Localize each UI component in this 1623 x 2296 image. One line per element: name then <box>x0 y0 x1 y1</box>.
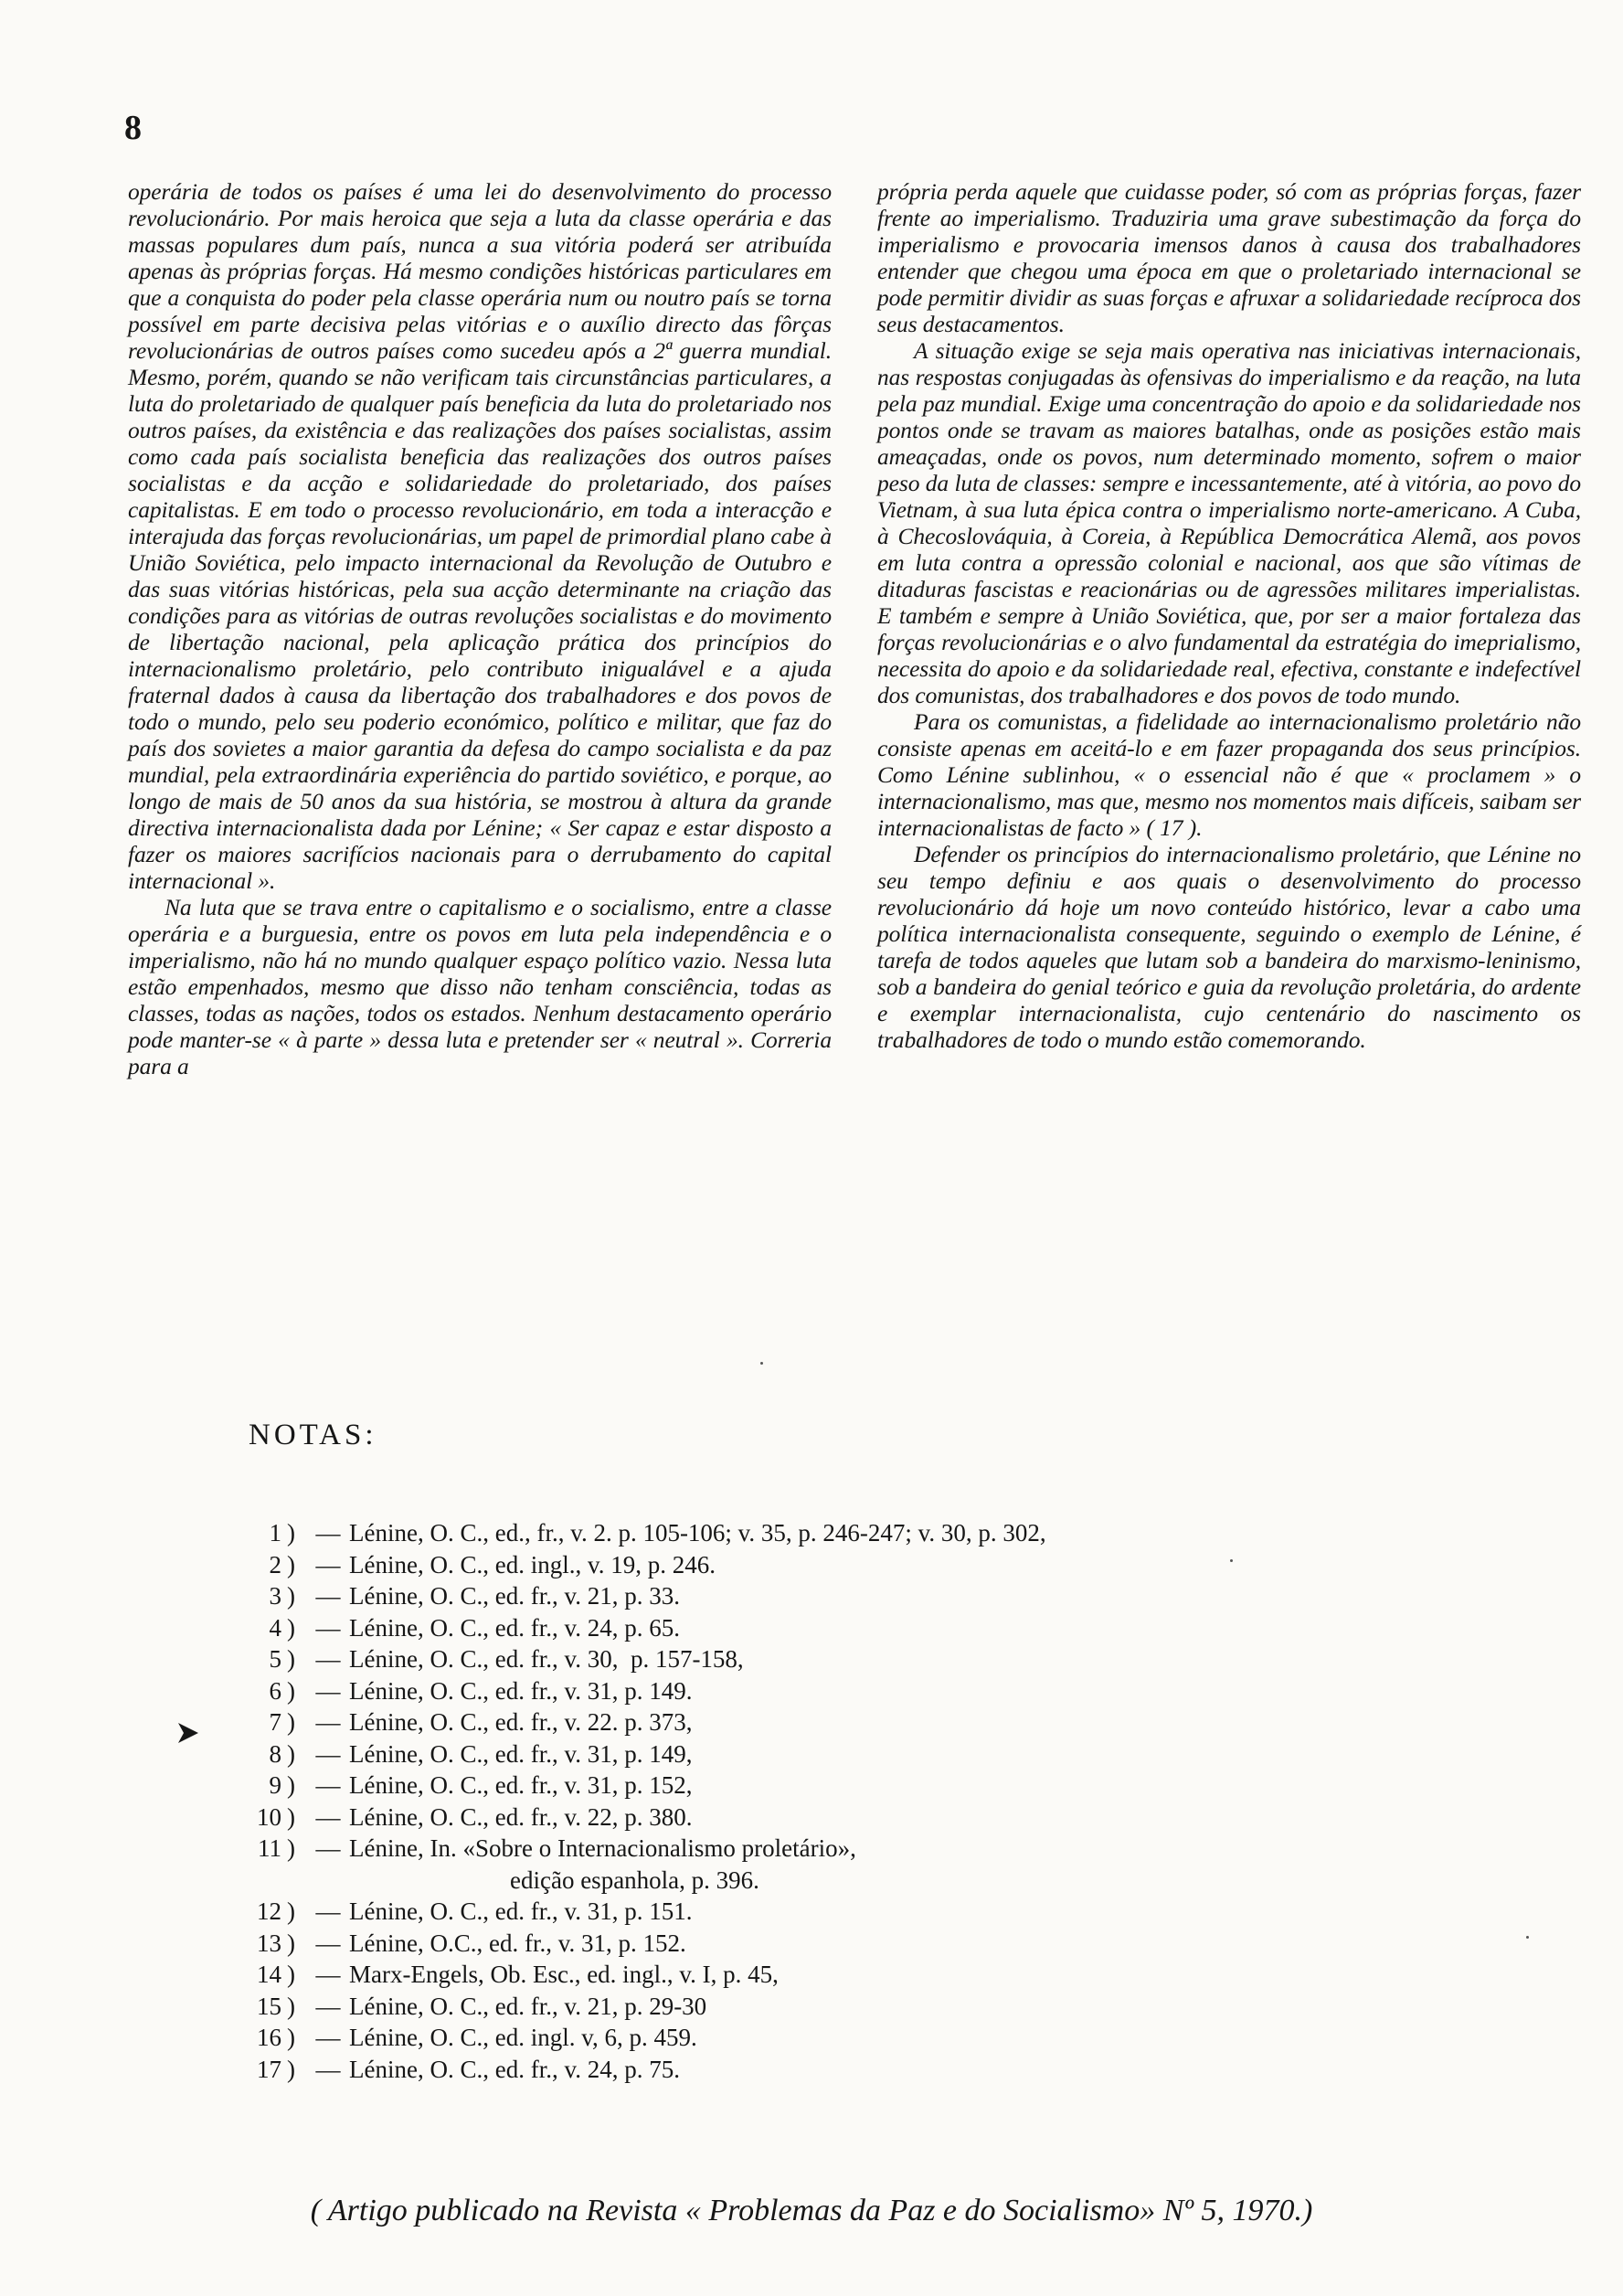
note-item <box>219 1896 1517 1928</box>
note-item <box>219 1770 1517 1802</box>
note-paren: ) <box>287 1961 295 1988</box>
note-text: Lénine, O. C., ed. fr., v. 22, p. 380. <box>349 1802 693 1831</box>
note-text: Lénine, O. C., ed. fr., v. 30, p. 157-158, <box>349 1645 744 1673</box>
pointer-arrow-icon <box>175 1720 201 1746</box>
note-text: Lénine, O. C., ed. ingl., v. 19, p. 246. <box>349 1550 716 1578</box>
note-paren: ) <box>287 1771 295 1799</box>
note-number: 4 <box>269 1613 281 1642</box>
note-paren: ) <box>287 1929 295 1957</box>
note-paren: ) <box>287 1645 295 1673</box>
note-text: Lénine, O. C., ed. fr., v. 24, p. 75. <box>349 2055 680 2083</box>
note-item <box>219 1991 1517 2023</box>
note-paren: ) <box>287 1519 295 1547</box>
note-number: 5 <box>269 1645 281 1673</box>
note-paren: ) <box>287 2024 295 2051</box>
note-text: Lénine, O. C., ed. fr., v. 31, p. 149. <box>349 1676 693 1705</box>
footer-citation: ( Artigo publicado na Revista « Problemas da Paz e do Socialismo» Nº 5, 1970.) <box>310 2194 1313 2227</box>
paragraph: A situação exige se seja mais operativa nas iniciativas internacionais, nas respostas conjugadas às ofensivas do imperialismo e da reação, na luta pela paz mundial. Exige uma concentração do apoio e da solidariedade nos pontos onde se travam as maiores batalhas, onde as posições estão mais ameaçadas, onde os povos, num determinado momento, sofrem o maior peso da luta de classes: sempre e incessantemente, até à vitória, ao povo do Vietnam, à sua luta épica contra o imperialismo norte-americano. A Cuba, à Checoslováquia, à Coreia, à República Democrática Alemã, aos povos em luta contra a opressão colonial e nacional, aos que são vítimas de ditaduras fascistas e reacionárias ou de agressões militares imperialistas. E também e sempre à União Soviética, que, por ser a maior fortaleza das forças revolucionárias e o alvo fundamental da estratégia do imeprialismo, necessita do apoio e da solidariedade real, efectiva, constante e indefectível dos comunistas, dos trabalhadores e dos povos de todo mundo. <box>877 337 1581 708</box>
scan-speck <box>1230 1559 1233 1562</box>
note-paren: ) <box>287 1834 295 1862</box>
paragraph: Para os comunistas, a fidelidade ao internacionalismo proletário não consiste apenas em aceitá-lo e em fazer propaganda dos seus princípios. Como Lénine sublinhou, « o essencial não é que « proclamem » o internacionalismo, mas que, mesmo nos momentos mais difíceis, saibam ser internacionalistas de facto » ( 17 ). <box>877 708 1581 841</box>
note-number: 3 <box>269 1582 281 1610</box>
note-text: Lénine, O. C., ed. fr., v. 21, p. 33. <box>349 1582 680 1610</box>
note-number: 9 <box>269 1771 281 1799</box>
note-number: 13 <box>257 1929 281 1957</box>
notes-list <box>219 1517 1517 2085</box>
note-item <box>219 2054 1517 2086</box>
note-item <box>219 1738 1517 1770</box>
note-text: Lénine, O. C., ed. fr., v. 24, p. 65. <box>349 1613 680 1642</box>
paragraph: operária de todos os países é uma lei do desenvolvimento do processo revolucionário. Por mais heroica que seja a luta da classe operária e das massas populares dum país, nunca a sua vitória poderá ser atribuída apenas às próprias forças. Há mesmo condições históricas particulares em que a conquista do poder pela classe operária num ou noutro país se torna possível em parte decisiva pelas vitórias e o auxílio directo das fôrças revolucionárias de outros países como sucedeu após a 2ª guerra mundial. Mesmo, porém, quando se não verificam tais circunstâncias particulares, a luta do proletariado de qualquer país beneficia da luta do proletariado nos outros países, da existência e das realizações dos países socialistas, assim como cada país socialista beneficia das realizações dos outros países socialistas e da acção e solidariedade do proletariado, dos países capitalistas. E em todo o processo revolucionário, em toda a interacção e interajuda das forças revolucionárias, um papel de primordial plano cabe à União Soviética, pelo impacto internacional da Revolução de Outubro e das suas vitórias históricas, pela sua acção determinante na criação das condições para as vitórias de outras revoluções socialistas e do movimento de libertação nacional, pela aplicação prática dos princípios do internacionalismo proletário, pelo contributo inigualável e a ajuda fraternal dados à causa da libertação dos trabalhadores e dos povos de todo o mundo, pelo seu poderio económico, político e militar, que faz do país dos sovietes a maior garantia da defesa do campo socialista e da paz mundial, pela extraordinária experiência do partido soviético, e porque, ao longo de mais de 50 anos da sua história, se mostrou à altura da grande directiva internacionalista dada por Lénine; « Ser capaz e estar disposto a fazer os maiores sacrifícios nacionais para o derrubamento do capital internacional ». <box>128 178 832 894</box>
note-dash: — <box>315 2055 341 2083</box>
note-dash: — <box>315 1834 341 1862</box>
note-text: Lénine, O. C., ed. fr., v. 31, p. 149, <box>349 1739 693 1768</box>
note-dash: — <box>315 1739 341 1768</box>
note-continuation: edição espanhola, p. 396. <box>510 1866 759 1894</box>
note-dash: — <box>315 1550 341 1578</box>
paragraph: Na luta que se trava entre o capitalismo e o socialismo, entre a classe operária e a burguesia, entre os povos em luta pela independência e o imperialismo, não há no mundo qualquer espaço político vazio. Nessa luta estão empenhados, mesmo que disso não tenham consciência, todas as classes, todas as nações, todos os estados. Nenhum destacamento operário pode manter-se « à parte » dessa luta e pretender ser « neutral ». Correria para a <box>128 894 832 1079</box>
paragraph: Defender os princípios do internacionalismo proletário, que Lénine no seu tempo definiu e aos quais o desenvolvimento do processo revolucionário dá hoje um novo conteúdo histórico, levar a cabo uma política internacionalista consequente, seguindo o exemplo de Lénine, é tarefa de todos aqueles que lutam sob a bandeira do marxismo-leninismo, sob a bandeira do genial teórico e guia da revolução proletária, do ardente e exemplar internacionalista, cujo centenário do nascimento os trabalhadores de todo o mundo estão comemorando. <box>877 841 1581 1053</box>
note-dash: — <box>315 2024 341 2051</box>
note-dash: — <box>315 1802 341 1831</box>
note-dash: — <box>315 1992 341 2020</box>
note-paren: ) <box>287 1582 295 1610</box>
note-number: 12 <box>257 1897 281 1925</box>
right-column <box>877 178 1581 1385</box>
note-item <box>219 1580 1517 1612</box>
note-paren: ) <box>287 1676 295 1705</box>
note-paren: ) <box>287 1739 295 1768</box>
note-number: 11 <box>258 1834 281 1862</box>
paragraph: própria perda aquele que cuidasse poder, só com as próprias forças, fazer frente ao imperialismo. Traduziria uma grave subestimação da força do imperialismo e provocaria imensos danos à causa dos trabalhadores entender que chegou uma época em que o proletariado internacional se pode permitir dividir as suas forças e afruxar a solidariedade recíproca dos seus destacamentos. <box>877 178 1581 337</box>
note-number: 10 <box>257 1802 281 1831</box>
note-paren: ) <box>287 2055 295 2083</box>
note-item <box>219 1643 1517 1675</box>
note-number: 14 <box>257 1961 281 1988</box>
note-number: 16 <box>257 2024 281 2051</box>
note-number: 8 <box>269 1739 281 1768</box>
note-dash: — <box>315 1929 341 1957</box>
note-item <box>219 1517 1517 1549</box>
note-text: Marx-Engels, Ob. Esc., ed. ingl., v. I, p. 45, <box>349 1961 779 1988</box>
note-item <box>219 1802 1517 1834</box>
note-dash: — <box>315 1708 341 1736</box>
scan-speck <box>760 1362 763 1365</box>
note-dash: — <box>315 1582 341 1610</box>
note-number: 7 <box>269 1708 281 1736</box>
note-dash: — <box>315 1961 341 1988</box>
note-number: 17 <box>257 2055 281 2083</box>
note-paren: ) <box>287 1802 295 1831</box>
note-number: 6 <box>269 1676 281 1705</box>
page-number: 8 <box>124 109 142 147</box>
note-item <box>219 1706 1517 1738</box>
note-paren: ) <box>287 1992 295 2020</box>
note-item <box>219 1675 1517 1707</box>
note-number: 2 <box>269 1550 281 1578</box>
note-text: Lénine, O. C., ed., fr., v. 2. p. 105-106; v. 35, p. 246-247; v. 30, p. 302, <box>349 1519 1046 1547</box>
note-text: Lénine, O. C., ed. fr., v. 22. p. 373, <box>349 1708 693 1736</box>
note-paren: ) <box>287 1613 295 1642</box>
note-dash: — <box>315 1897 341 1925</box>
note-paren: ) <box>287 1550 295 1578</box>
note-text: Lénine, O. C., ed. fr., v. 31, p. 151. <box>349 1897 693 1925</box>
note-dash: — <box>315 1613 341 1642</box>
note-text: Lénine, O.C., ed. fr., v. 31, p. 152. <box>349 1929 686 1957</box>
note-number: 1 <box>269 1519 281 1547</box>
note-item <box>219 1549 1517 1581</box>
left-column <box>128 178 832 1385</box>
note-text: Lénine, O. C., ed. fr., v. 21, p. 29-30 <box>349 1992 707 2020</box>
note-text: Lénine, O. C., ed. fr., v. 31, p. 152, <box>349 1771 693 1799</box>
notes-heading: NOTAS: <box>249 1419 377 1451</box>
note-paren: ) <box>287 1897 295 1925</box>
note-text: Lénine, In. «Sobre o Internacionalismo proletário», <box>349 1834 856 1862</box>
note-text: Lénine, O. C., ed. ingl. v, 6, p. 459. <box>349 2024 697 2051</box>
note-number: 15 <box>257 1992 281 2020</box>
note-item <box>219 1612 1517 1644</box>
scan-speck <box>1526 1936 1529 1939</box>
note-item <box>219 1959 1517 1991</box>
note-item <box>219 1928 1517 1960</box>
note-dash: — <box>315 1771 341 1799</box>
note-item <box>219 1833 1517 1865</box>
note-dash: — <box>315 1645 341 1673</box>
article-body <box>128 178 1581 1385</box>
note-dash: — <box>315 1676 341 1705</box>
note-item <box>219 2022 1517 2054</box>
note-dash: — <box>315 1519 341 1547</box>
note-paren: ) <box>287 1708 295 1736</box>
